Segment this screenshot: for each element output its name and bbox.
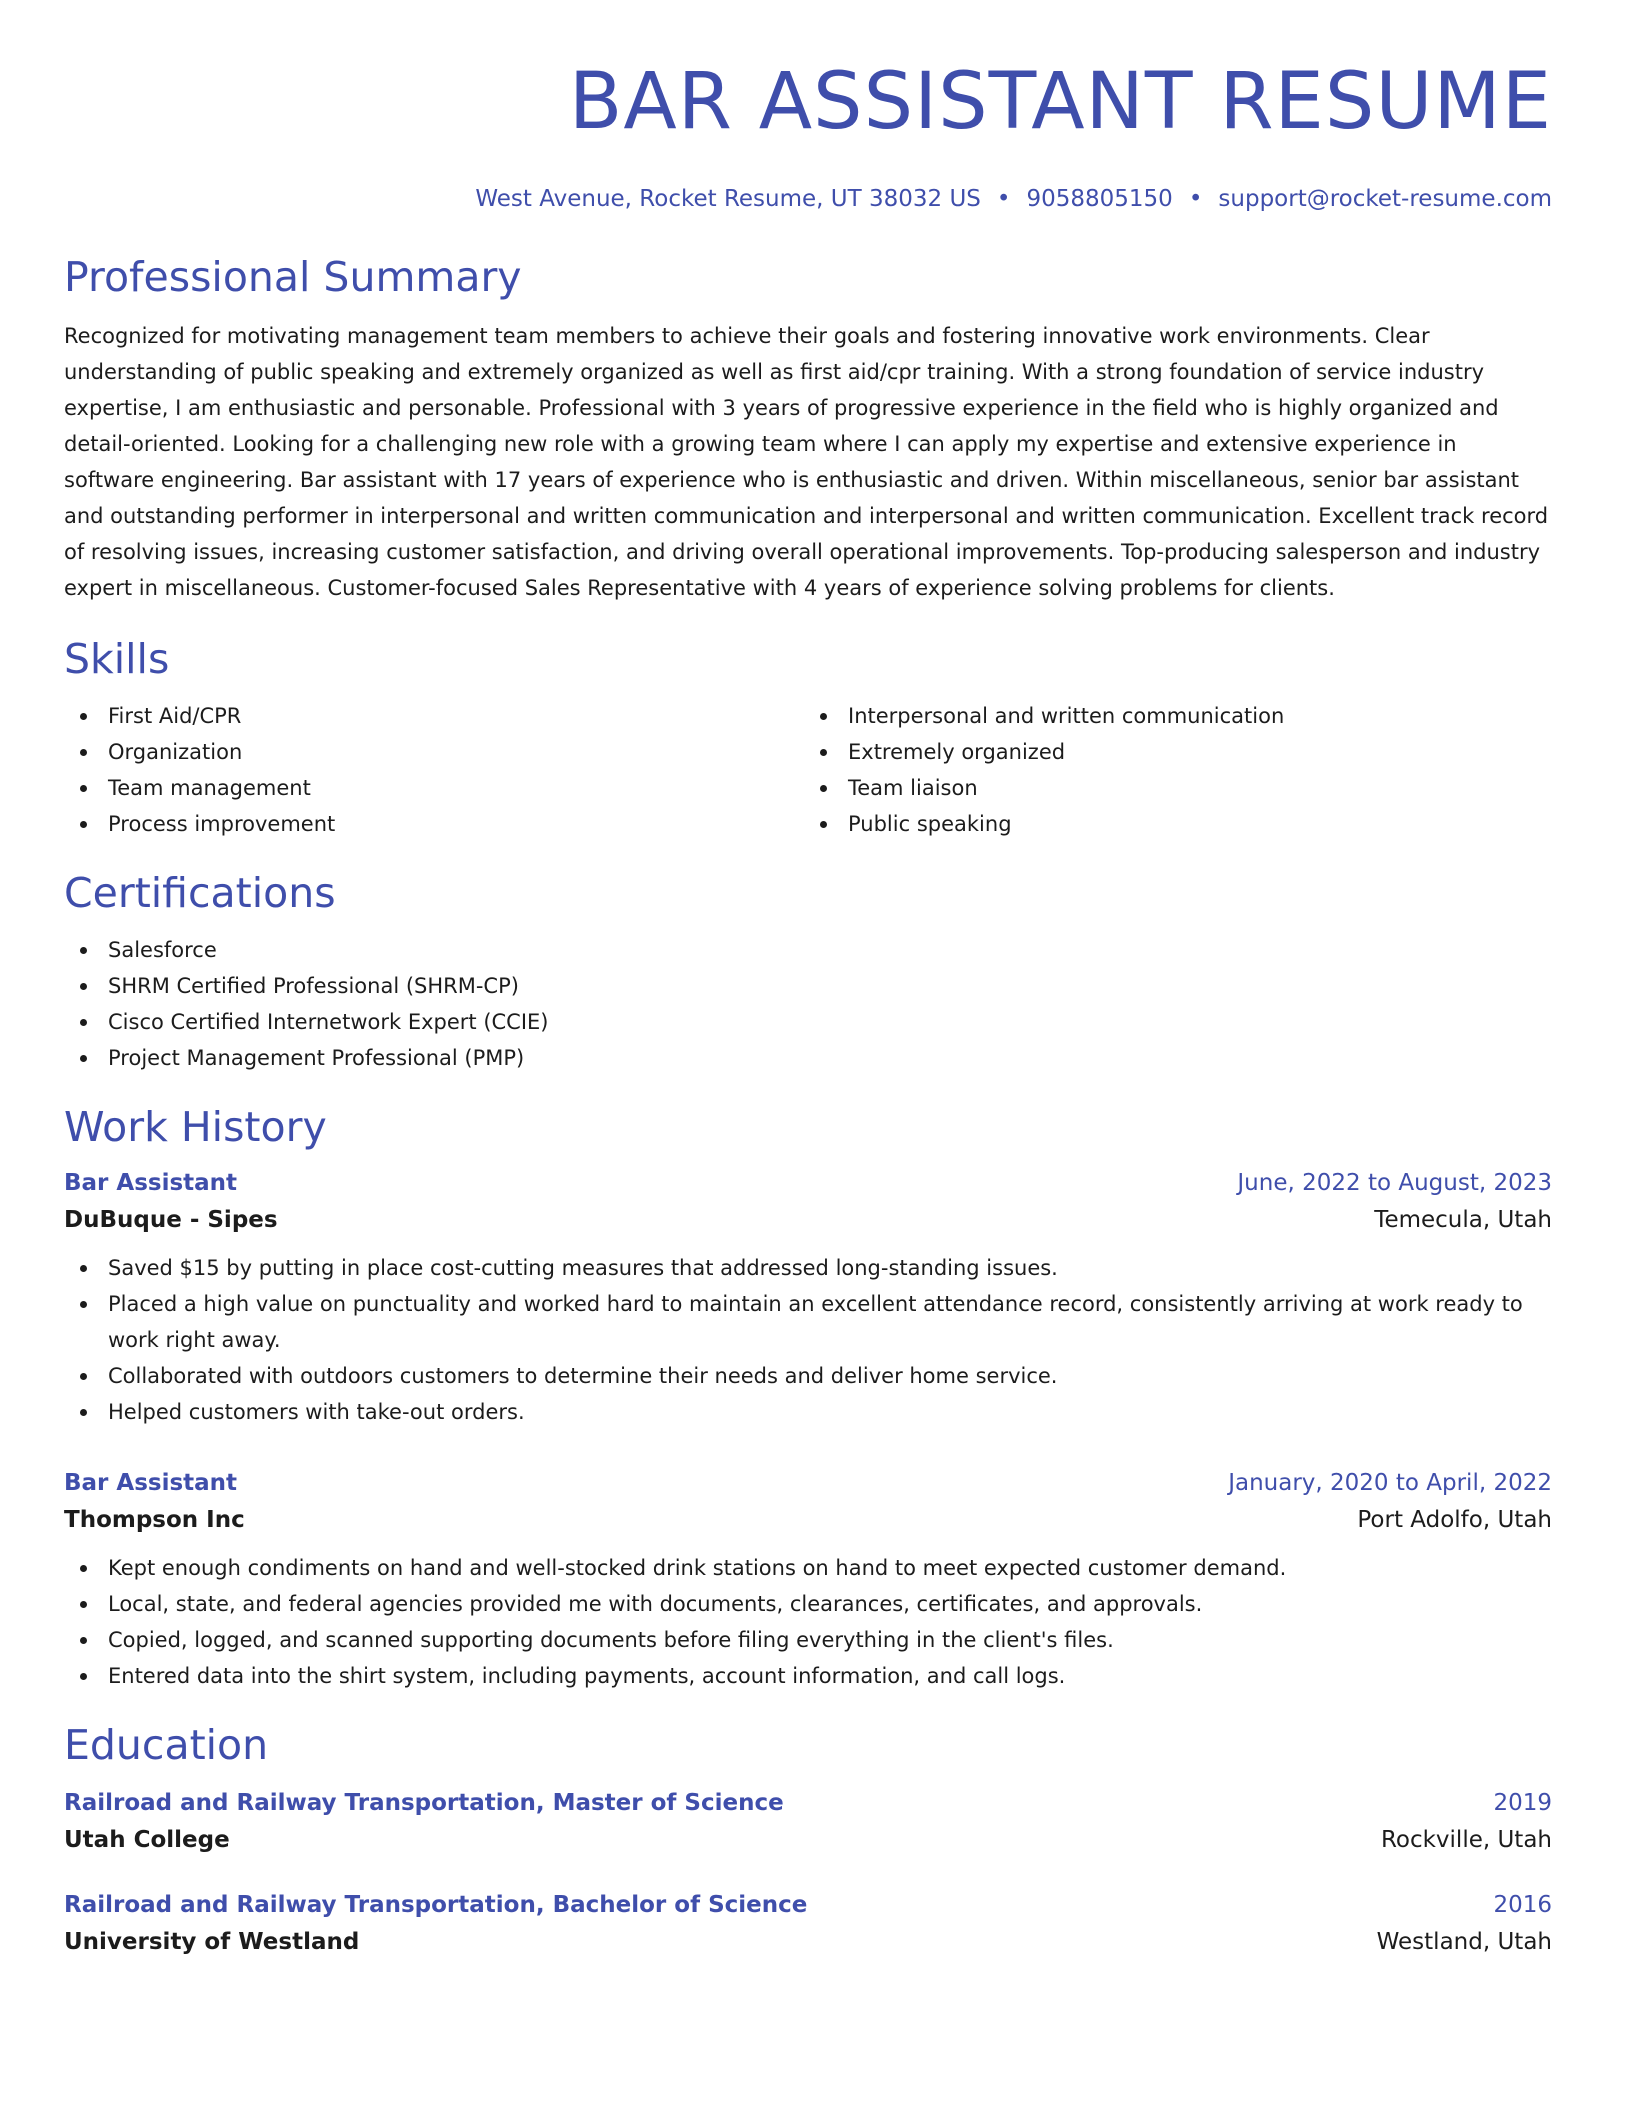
- job-entry: [64, 1166, 1552, 1430]
- skill-item: Organization: [64, 734, 804, 770]
- education-header-row: [64, 1786, 1552, 1820]
- education-school-row: [64, 1922, 1552, 1962]
- skills-section: [64, 634, 1552, 842]
- job-bullet: Local, state, and federal agencies provided me with documents, clearances, certificates, and approvals.: [64, 1586, 1552, 1622]
- skills-columns: [64, 698, 1552, 842]
- certification-item: Project Management Professional (PMP): [64, 1040, 1552, 1076]
- job-role: Bar Assistant: [64, 1470, 238, 1496]
- job-bullet: Copied, logged, and scanned supporting documents before filing everything in the client's files.: [64, 1622, 1552, 1658]
- education-location: Westland, Utah: [1376, 1929, 1552, 1955]
- certification-item: Salesforce: [64, 932, 1552, 968]
- job-bullets: [64, 1250, 1552, 1430]
- certification-item: SHRM Certified Professional (SHRM-CP): [64, 968, 1552, 1004]
- education-year: 2019: [1493, 1790, 1552, 1816]
- skill-item: First Aid/CPR: [64, 698, 804, 734]
- skill-item: Interpersonal and written communication: [804, 698, 1544, 734]
- job-bullet: Saved $15 by putting in place cost-cutting measures that addressed long-standing issues.: [64, 1250, 1552, 1286]
- work-history-section: [64, 1102, 1552, 1694]
- skill-item: Team liaison: [804, 770, 1544, 806]
- job-bullet: Kept enough condiments on hand and well-stocked drink stations on hand to meet expected customer demand.: [64, 1550, 1552, 1586]
- skill-item: Public speaking: [804, 806, 1544, 842]
- certification-item: Cisco Certified Internetwork Expert (CCIE): [64, 1004, 1552, 1040]
- job-bullets: [64, 1550, 1552, 1694]
- summary-section: [64, 252, 1552, 606]
- education-section: [64, 1720, 1552, 1962]
- education-entry: [64, 1888, 1552, 1962]
- section-heading-skills: Skills: [64, 635, 170, 683]
- section-heading-education: Education: [64, 1721, 269, 1769]
- job-header-row: [64, 1466, 1552, 1500]
- job-bullet: Collaborated with outdoors customers to determine their needs and deliver home service.: [64, 1358, 1552, 1394]
- section-heading-summary: Professional Summary: [64, 253, 522, 301]
- certifications-section: [64, 868, 1552, 1076]
- contact-separator: •: [996, 186, 1011, 212]
- job-location: Temecula, Utah: [1374, 1207, 1552, 1233]
- job-header-row: [64, 1166, 1552, 1200]
- job-dates: January, 2020 to April, 2022: [1228, 1470, 1552, 1496]
- education-location: Rockville, Utah: [1380, 1827, 1552, 1853]
- education-entry: [64, 1786, 1552, 1860]
- section-heading-certifications: Certifications: [64, 869, 336, 917]
- education-year: 2016: [1493, 1892, 1552, 1918]
- job-bullet: Entered data into the shirt system, including payments, account information, and call logs.: [64, 1658, 1552, 1694]
- job-company: Thompson Inc: [64, 1507, 245, 1533]
- job-company-row: [64, 1500, 1552, 1540]
- contact-line: [64, 184, 1552, 214]
- job-dates: June, 2022 to August, 2023: [1237, 1170, 1552, 1196]
- job-company-row: [64, 1200, 1552, 1240]
- skill-item: Extremely organized: [804, 734, 1544, 770]
- education-degree: Railroad and Railway Transportation, Bachelor of Science: [64, 1892, 808, 1918]
- job-bullet: Helped customers with take-out orders.: [64, 1394, 1552, 1430]
- skill-item: Process improvement: [64, 806, 804, 842]
- education-degree: Railroad and Railway Transportation, Master of Science: [64, 1790, 784, 1816]
- resume-page: [64, 0, 1552, 1962]
- education-header-row: [64, 1888, 1552, 1922]
- job-entry: [64, 1466, 1552, 1694]
- job-company: DuBuque - Sipes: [64, 1207, 278, 1233]
- education-school: Utah College: [64, 1827, 230, 1853]
- job-bullet: Placed a high value on punctuality and worked hard to maintain an excellent attendance record, consistently arriving at work ready to work right away.: [64, 1286, 1552, 1358]
- job-location: Port Adolfo, Utah: [1357, 1507, 1552, 1533]
- resume-title: BAR ASSISTANT RESUME: [568, 57, 1552, 147]
- contact-address: West Avenue, Rocket Resume, UT 38032 US: [475, 186, 981, 212]
- skill-item: Team management: [64, 770, 804, 806]
- certifications-list: [64, 932, 1552, 1076]
- education-school: University of Westland: [64, 1929, 360, 1955]
- job-role: Bar Assistant: [64, 1170, 238, 1196]
- education-school-row: [64, 1820, 1552, 1860]
- summary-text: Recognized for motivating management team members to achieve their goals and fostering innovative work environments. Clear understanding of public speaking and extremely organized as well as first aid/cpr training. With a strong foundation of service industry expertise, I am enthusiastic and personable. Professional with 3 years of progressive experience in the field who is highly organized and detail-oriented. Looking for a challenging new role with a growing team where I can apply my expertise and extensive experience in software engineering. Bar assistant with 17 years of experience who is enthusiastic and driven. Within miscellaneous, senior bar assistant and outstanding performer in interpersonal and written communication and interpersonal and written communication. Excellent track record of resolving issues, increasing customer satisfaction, and driving overall operational improvements. Top-producing salesperson and industry expert in miscellaneous. Customer-focused Sales Representative with 4 years of experience solving problems for clients.: [64, 324, 1549, 600]
- contact-phone[interactable]: 9058805150: [1026, 186, 1173, 212]
- section-heading-work-history: Work History: [64, 1103, 327, 1151]
- skills-list-right: [804, 698, 1544, 842]
- contact-email[interactable]: support@rocket-resume.com: [1218, 186, 1552, 212]
- contact-separator: •: [1188, 186, 1203, 212]
- skills-list-left: [64, 698, 804, 842]
